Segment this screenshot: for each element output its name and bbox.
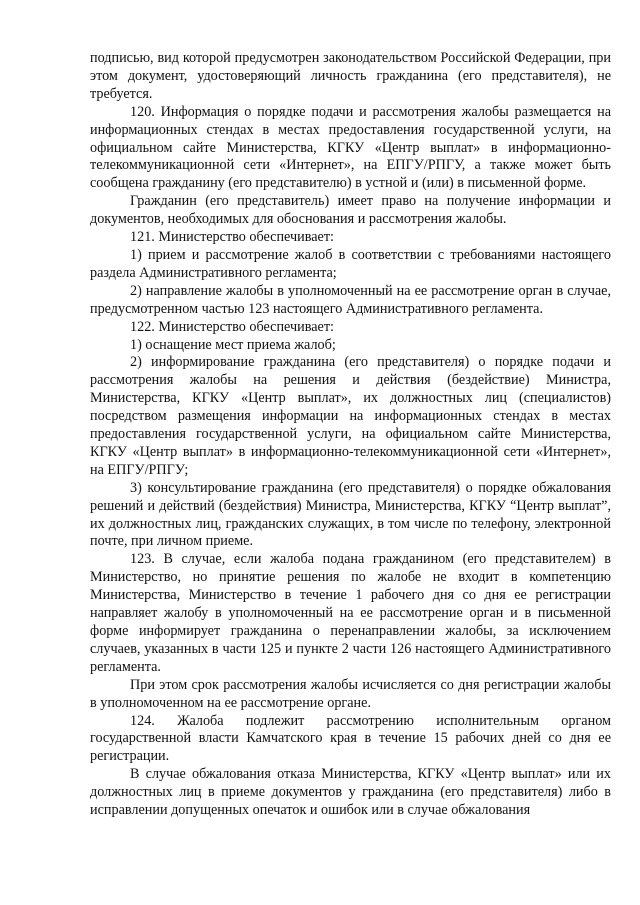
paragraph: 1) оснащение мест приема жалоб; <box>130 336 336 353</box>
paragraph: 3) консультирование гражданина (его представителя) о порядке обжалования решений и действий (бездействия) Министра, Министерства, КГКУ “Центр выплат”, их должностных лиц, гражданских служащих, в том числе по телефону, электронной почте, при личном приеме. <box>90 479 611 550</box>
paragraph: В случае обжалования отказа Министерства, КГКУ «Центр выплат» или их должностных лиц в приеме документов у гражданина (его представителя) либо в исправлении допущенных опечаток и ошибок или в случае обжалования <box>90 766 611 819</box>
paragraph: 120. Информация о порядке подачи и рассмотрения жалобы размещается на информационных стендах в местах предоставления государственной услуги, на официальном сайте Министерства, КГКУ «Центр выплат» в информационно-телекоммуникационной сети «Интернет», на ЕПГУ/РПГУ, а также может быть сообщена гражданину (его представителю) в устной и (или) в письменной форме. <box>90 103 611 192</box>
paragraph: 124. Жалоба подлежит рассмотрению исполнительным органом государственной власти Камчатского края в течение 15 рабочих дней со дня ее регистрации. <box>90 712 611 765</box>
paragraph: 123. В случае, если жалоба подана гражданином (его представителем) в Министерство, но принятие решения по жалобе не входит в компетенцию Министерства, Министерство в течение 1 рабочего дня со дня ее регистрации направляет жалобу в уполномоченный на ее рассмотрение орган и в письменной форме информирует гражданина о перенаправлении жалобы, за исключением случаев, указанных в части 125 и пункте 2 части 126 настоящего Административного регламента. <box>90 551 611 675</box>
document-page <box>90 50 611 820</box>
paragraph: 2) информирование гражданина (его представителя) о порядке подачи и рассмотрения жалобы на решения и действия (бездействие) Министра, Министерства, КГКУ «Центр выплат», их должностных лиц (специалистов) посредством размещения информации на информационных стендах в местах предоставления государственной услуги, на официальном сайте Министерства, КГКУ «Центр выплат» в информационно-телекоммуникационной сети «Интернет», на ЕПГУ/РПГУ; <box>90 354 611 478</box>
paragraph: 2) направление жалобы в уполномоченный на ее рассмотрение орган в случае, предусмотренном частью 123 настоящего Административного регламента. <box>90 282 611 317</box>
paragraph: подписью, вид которой предусмотрен законодательством Российской Федерации, при этом документ, удостоверяющий личность гражданина (его представителя), не требуется. <box>90 50 611 102</box>
paragraph: 121. Министерство обеспечивает: <box>130 229 334 246</box>
paragraph: 1) прием и рассмотрение жалоб в соответствии с требованиями настоящего раздела Административного регламента; <box>90 246 611 281</box>
paragraph: При этом срок рассмотрения жалобы исчисляется со дня регистрации жалобы в уполномоченном на ее рассмотрение органе. <box>90 676 611 711</box>
paragraph: Гражданин (его представитель) имеет право на получение информации и документов, необходимых для обоснования и рассмотрения жалобы. <box>90 193 611 228</box>
paragraph: 122. Министерство обеспечивает: <box>130 318 334 335</box>
